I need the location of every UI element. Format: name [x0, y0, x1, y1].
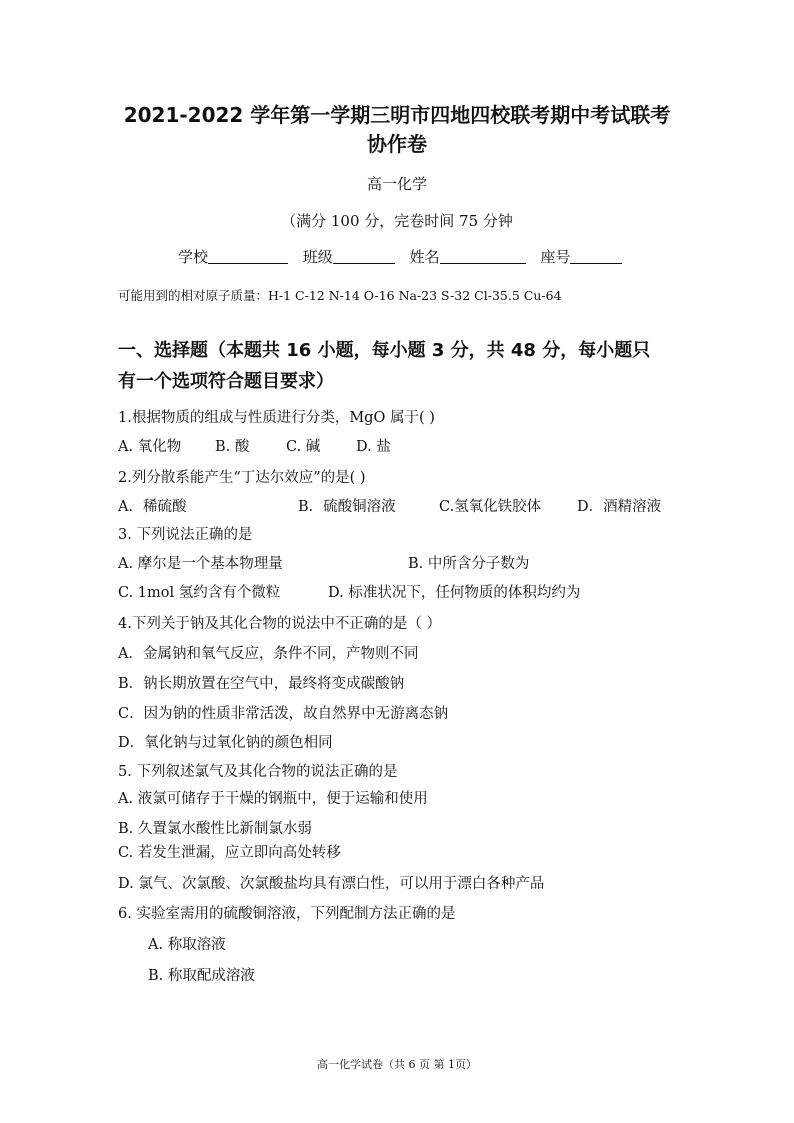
- question-6-stem: 6. 实验室需用的硫酸铜溶液，下列配制方法正确的是: [118, 906, 456, 922]
- q3-option-d[interactable]: D. 标准状况下，任何物质的体积均约为: [328, 585, 581, 601]
- section1-title-line2: 有一个选项符合题目要求）: [118, 371, 334, 392]
- q4-option-d[interactable]: D．氧化钠与过氧化钠的颜色相同: [118, 735, 333, 751]
- q3-option-b[interactable]: B. 中所含分子数为: [408, 556, 530, 572]
- subject-label: 高一化学: [366, 175, 427, 193]
- exam-title-line1: 2021-2022 学年第一学期三明市四地四校联考期中考试联考: [123, 103, 671, 127]
- question-2-stem: 2.列分散系能产生“丁达尔效应”的是( ): [118, 470, 366, 486]
- q5-option-c[interactable]: C. 若发生泄漏，应立即向高处转移: [118, 845, 341, 861]
- school-blank[interactable]: [208, 247, 288, 264]
- name-label: 姓名: [409, 248, 440, 266]
- page-footer: 高一化学试卷（共 6 页 第 1页）: [317, 1058, 477, 1071]
- question-3-stem: 3. 下列说法正确的是: [118, 527, 253, 543]
- q4-option-b[interactable]: B．钠长期放置在空气中，最终将变成碳酸钠: [118, 676, 405, 692]
- exam-info: （满分 100 分，完卷时间 75 分钟: [281, 212, 513, 230]
- q2-option-b[interactable]: B．硫酸铜溶液: [298, 499, 396, 515]
- q1-option-a[interactable]: A. 氧化物: [118, 439, 182, 455]
- seat-label: 座号: [540, 248, 571, 266]
- seat-blank[interactable]: [570, 247, 622, 264]
- q5-option-a[interactable]: A. 液氯可储存于干燥的钢瓶中，便于运输和使用: [118, 791, 428, 807]
- question-4-stem: 4.下列关于钠及其化合物的说法中不正确的是（ ）: [118, 616, 441, 632]
- student-info-fields: [178, 247, 632, 267]
- q2-option-a[interactable]: A．稀硫酸: [118, 499, 187, 515]
- question-1-stem: 1.根据物质的组成与性质进行分类，MgO 属于( ): [118, 410, 435, 426]
- q4-option-c[interactable]: C．因为钠的性质非常活泼，故自然界中无游离态钠: [118, 706, 449, 722]
- class-blank[interactable]: [333, 247, 395, 264]
- exam-title-line2: 协作卷: [367, 132, 427, 156]
- q4-option-a[interactable]: A．金属钠和氧气反应，条件不同，产物则不同: [118, 646, 419, 662]
- q2-option-d[interactable]: D．酒精溶液: [577, 499, 662, 515]
- name-blank[interactable]: [440, 247, 526, 264]
- q1-option-b[interactable]: B. 酸: [215, 439, 250, 455]
- q1-option-c[interactable]: C. 碱: [286, 439, 321, 455]
- section1-title-line1: 一、选择题（本题共 16 小题，每小题 3 分，共 48 分，每小题只: [118, 340, 651, 361]
- q5-option-b[interactable]: B. 久置氯水酸性比新制氯水弱: [118, 821, 312, 837]
- q3-option-a[interactable]: A. 摩尔是一个基本物理量: [118, 556, 283, 572]
- school-label: 学校: [178, 248, 209, 266]
- q5-option-d[interactable]: D. 氯气、次氯酸、次氯酸盐均具有漂白性，可以用于漂白各种产品: [118, 876, 545, 892]
- q1-option-d[interactable]: D. 盐: [356, 439, 391, 455]
- q6-option-b[interactable]: B. 称取配成溶液: [148, 968, 255, 984]
- q6-option-a[interactable]: A. 称取溶液: [148, 937, 226, 953]
- question-5-stem: 5. 下列叙述氯气及其化合物的说法正确的是: [118, 764, 398, 780]
- q2-option-c[interactable]: C.氢氧化铁胶体: [439, 499, 542, 515]
- class-label: 班级: [302, 248, 333, 266]
- q3-option-c[interactable]: C. 1mol 氢约含有个微粒: [118, 585, 281, 601]
- atomic-masses: 可能用到的相对原子质量：H-1 C-12 N-14 O-16 Na-23 S-32 Cl-35.5 Cu-64: [118, 288, 562, 303]
